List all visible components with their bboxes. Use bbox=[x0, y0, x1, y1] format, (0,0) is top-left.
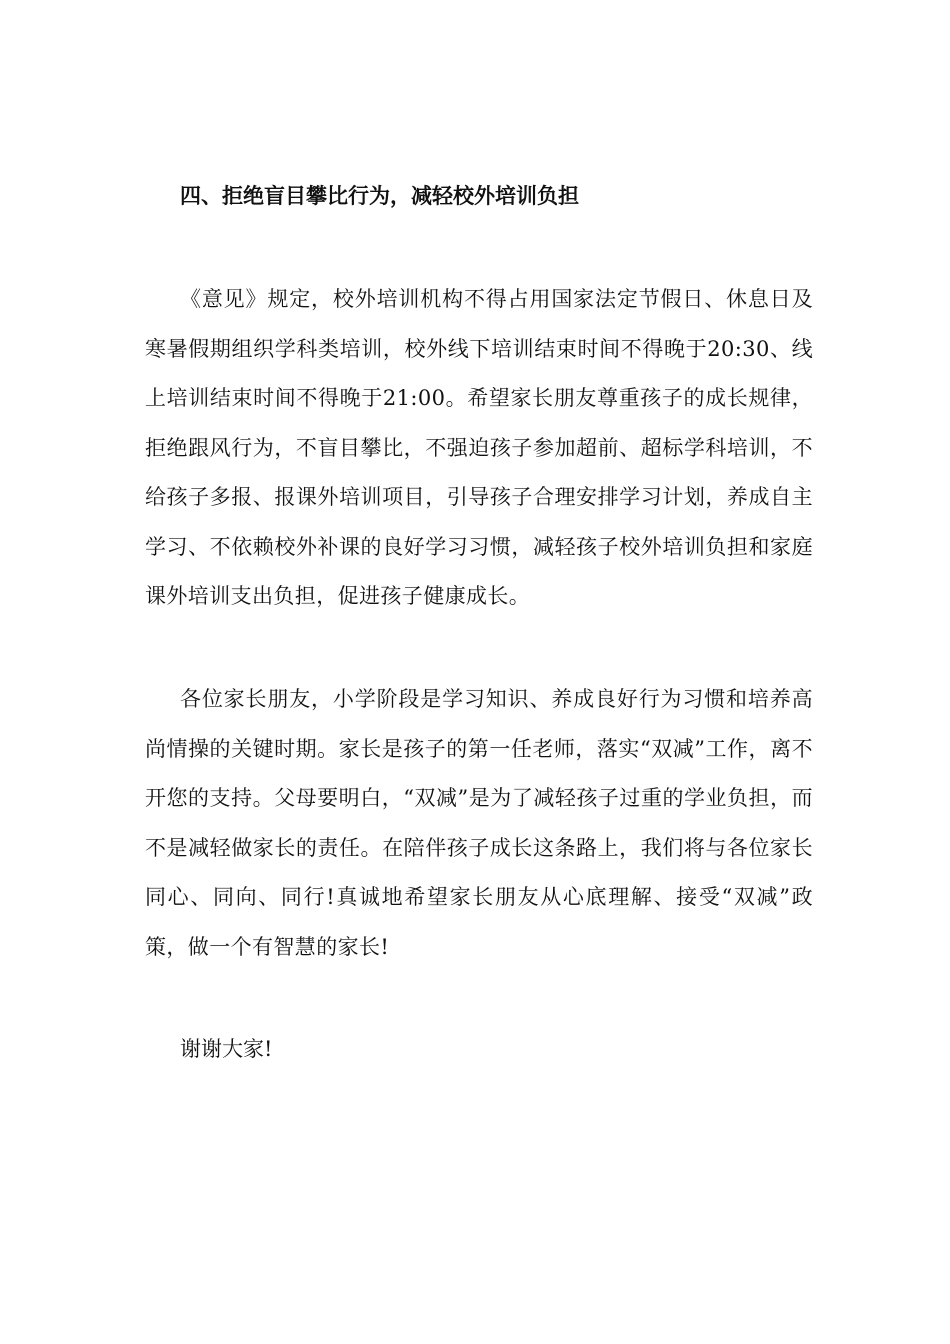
paragraph-regulation: 《意见》规定，校外培训机构不得占用国家法定节假日、休息日及寒暑假期组织学科类培训，校外线下培训结束时间不得晚于20:30、线上培训结束时间不得晚于21:00。希望家长朋友尊重孩子的成长规律，拒绝跟风行为，不盲目攀比，不强迫孩子参加超前、超标学科培训，不给孩子多报、报课外培训项目，引导孩子合理安排学习计划，养成自主学习、不依赖校外补课的良好学习习惯，减轻孩子校外培训负担和家庭课外培训支出负担，促进孩子健康成长。 bbox=[145, 287, 813, 608]
closing-thanks: 谢谢大家! bbox=[180, 1037, 273, 1061]
section-heading: 四、拒绝盲目攀比行为，减轻校外培训负担 bbox=[180, 183, 579, 208]
paragraph-parents: 各位家长朋友，小学阶段是学习知识、养成良好行为习惯和培养高尚情操的关键时期。家长是孩子的第一任老师，落实“双减”工作，离不开您的支持。父母要明白，“双减”是为了减轻孩子过重的学业负担，而不是减轻做家长的责任。在陪伴孩子成长这条路上，我们将与各位家长同心、同向、同行!真诚地希望家长朋友从心底理解、接受“双减”政策，做一个有智慧的家长! bbox=[145, 687, 813, 959]
